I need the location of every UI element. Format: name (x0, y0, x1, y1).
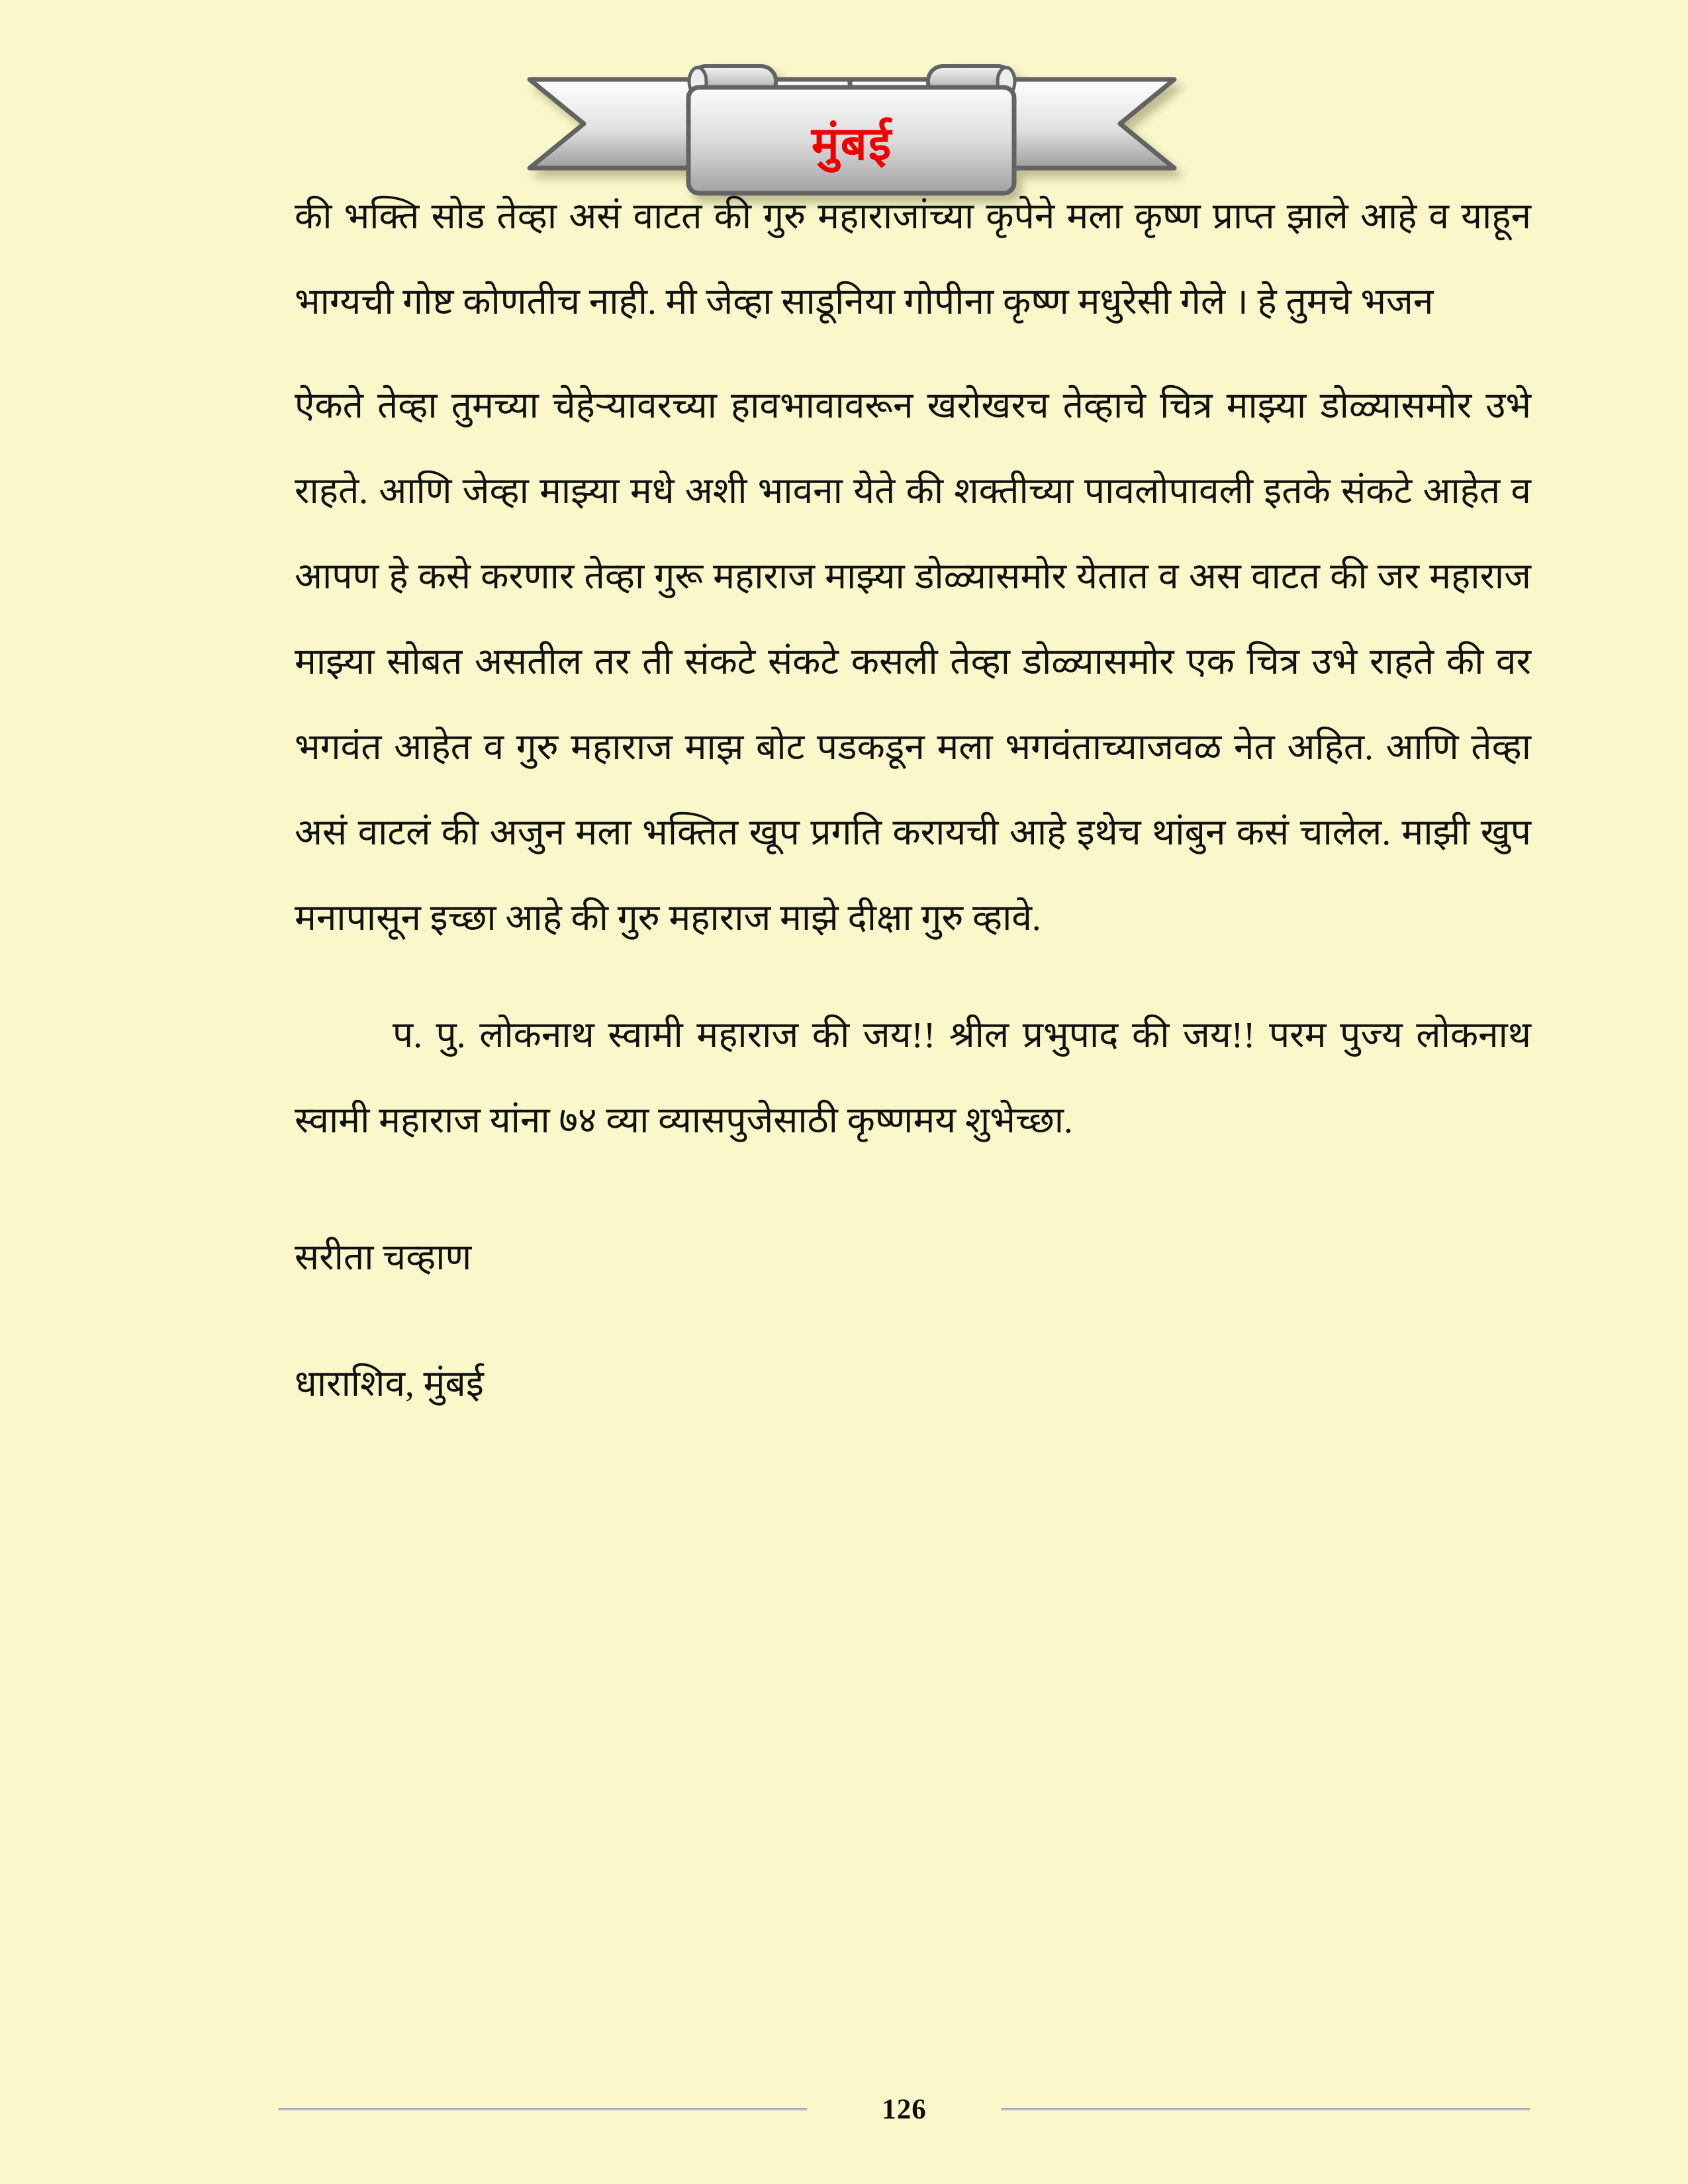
footer-rule-left (278, 2108, 808, 2111)
signature-name: सरीता चव्हाण (295, 1237, 472, 1277)
signature-block (295, 1214, 1531, 1426)
signature-location: धाराशिव, मुंबई (295, 1363, 484, 1404)
paragraph-2: ऐकते तेव्हा तुमच्या चेहेऱ्यावरच्या हावभावावरून खरोखरच तेव्हाचे चित्र माझ्या डोळ्यासमोर उभे राहते. आणि जेव्हा माझ्या मधे अशी भावना येते की शक्तीच्या पावलोपावली इतके संकटे आहेत व आपण हे कसे करणार तेव्हा गुरू महाराज माझ्या डोळ्यासमोर येतात व अस वाटत की जर महाराज माझ्या सोबत असतील तर ती संकटे संकटे कसली तेव्हा डोळ्यासमोर एक चित्र उभे राहते की वर भगवंत आहेत व गुरु महाराज माझ बोट पडकडून मला भगवंताच्याजवळ नेत अहित. आणि तेव्हा असं वाटलं की अजुन मला भक्तित खूप प्रगति करायची आहे इथेच थांबुन कसं चालेल. माझी खुप मनापासून इच्छा आहे की गुरु महाराज माझे दीक्षा गुरु व्हावे. (295, 385, 1531, 938)
paragraph-1: की भक्ति सोड तेव्हा असं वाटत की गुरु महाराजांच्या कृपेने मला कृष्ण प्राप्त झाले आहे व याहून भाग्यची गोष्ट कोणतीच नाही. मी जेव्हा साडूनिया गोपीना कृष्ण मधुरेसी गेले । हे तुमचे भजन (295, 196, 1531, 322)
footer-rule-right (1001, 2108, 1530, 2111)
page-title: मुंबई (811, 119, 893, 170)
page-footer (278, 2093, 1530, 2126)
page-number: 126 (882, 2094, 927, 2125)
document-body (295, 173, 1531, 1426)
paragraph-3: प. पु. लोकनाथ स्वामी महाराज की जय!! श्रील प्रभुपाद की जय!! परम पुज्य लोकनाथ स्वामी महाराज यांना ७४ व्या व्यासपुजेसाठी कृष्णमय शुभेच्छा. (295, 1015, 1531, 1140)
